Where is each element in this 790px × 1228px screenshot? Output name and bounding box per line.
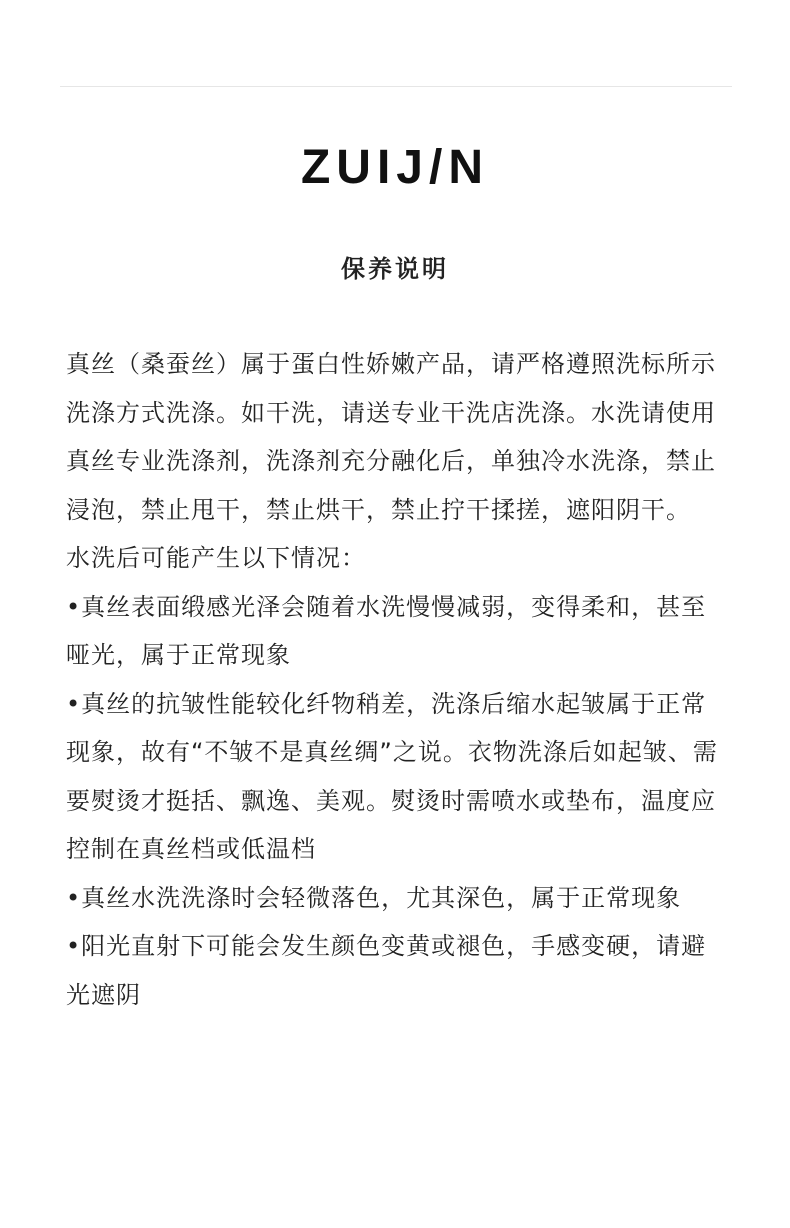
page-title: 保养说明 [341, 255, 449, 283]
bullet-item: •真丝的抗皱性能较化纤物稍差，洗涤后缩水起皱属于正常现象，故有“不皱不是真丝绸”之说。衣物洗涤后如起皱、需要熨烫才挺括、飘逸、美观。熨烫时需喷水或垫布，温度应控制在真丝档或低温档 [66, 689, 718, 863]
brand-logo: ZUIJ/N [300, 141, 489, 194]
intro-paragraph: 真丝（桑蚕丝）属于蛋白性娇嫩产品，请严格遵照洗标所示洗涤方式洗涤。如干洗，请送专业干洗店洗涤。水洗请使用真丝专业洗涤剂，洗涤剂充分融化后，单独冷水洗涤，禁止浸泡，禁止甩干，禁止烘干，禁止拧干揉搓，遮阳阴干。 [66, 350, 716, 524]
top-divider [60, 86, 732, 87]
care-instructions [66, 340, 730, 1019]
bullet-item: •真丝表面缎感光泽会随着水洗慢慢减弱，变得柔和，甚至哑光，属于正常现象 [66, 592, 707, 669]
bullet-item: •真丝水洗洗涤时会轻微落色，尤其深色，属于正常现象 [66, 883, 682, 912]
bullet-item: •阳光直射下可能会发生颜色变黄或褪色，手感变硬，请避光遮阴 [66, 932, 707, 1009]
situations-heading: 水洗后可能产生以下情况： [66, 544, 366, 572]
